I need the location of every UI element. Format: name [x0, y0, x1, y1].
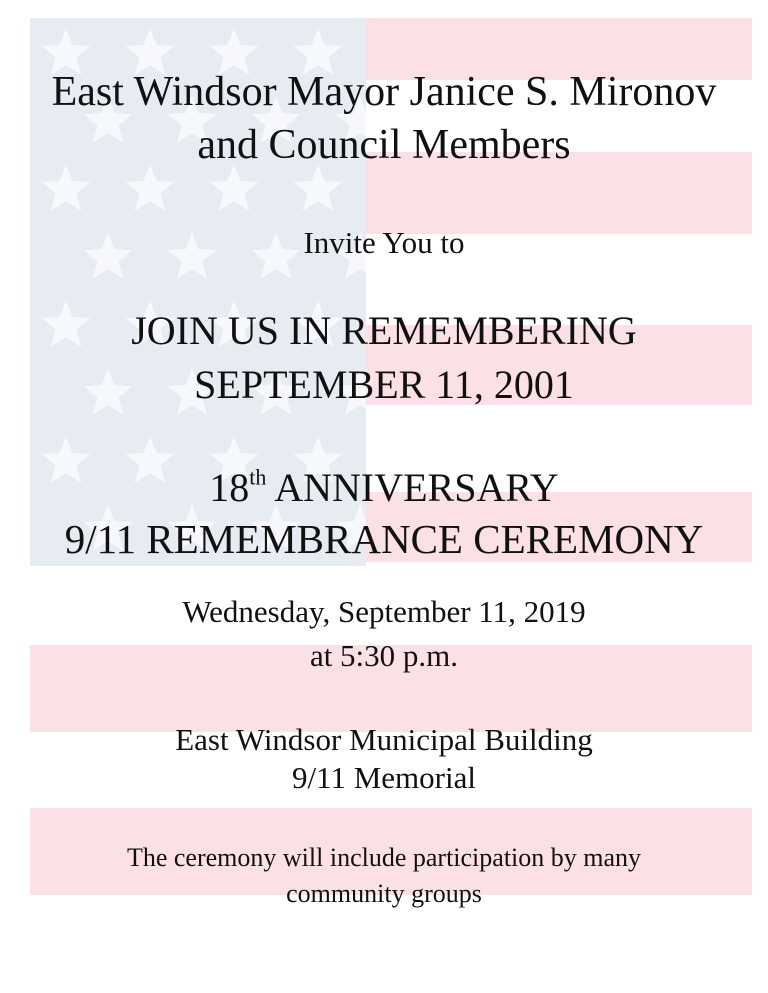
venue-building: East Windsor Municipal Building: [175, 722, 593, 757]
header-line-1: East Windsor Mayor Janice S. Mironov: [51, 69, 717, 115]
anniversary-word: ANNIVERSARY: [266, 465, 559, 510]
ordinal-suffix: th: [249, 464, 267, 490]
invite-text: Invite You to: [303, 225, 465, 260]
note-line-1: The ceremony will include participation by many: [126, 843, 642, 872]
star-icon: [209, 164, 258, 211]
ordinal-number: 18: [209, 465, 250, 510]
star-icon: [125, 28, 174, 75]
anniversary-line: [0, 466, 768, 510]
venue-place: 9/11 Memorial: [292, 760, 476, 795]
star-icon: [293, 164, 342, 211]
event-date: Wednesday, September 11, 2019: [182, 594, 586, 629]
star-icon: [293, 28, 342, 75]
star-icon: [209, 28, 258, 75]
ceremony-title: 9/11 REMEMBRANCE CEREMONY: [64, 516, 704, 562]
event-time: at 5:30 p.m.: [309, 638, 459, 673]
note-line-2: community groups: [286, 879, 482, 908]
headline-line-1: JOIN US IN REMEMBERING: [131, 308, 637, 353]
star-icon: [41, 28, 90, 75]
star-icon: [125, 164, 174, 211]
star-icon: [41, 164, 90, 211]
headline-line-2: SEPTEMBER 11, 2001: [194, 362, 574, 407]
header-line-2: and Council Members: [197, 122, 571, 168]
